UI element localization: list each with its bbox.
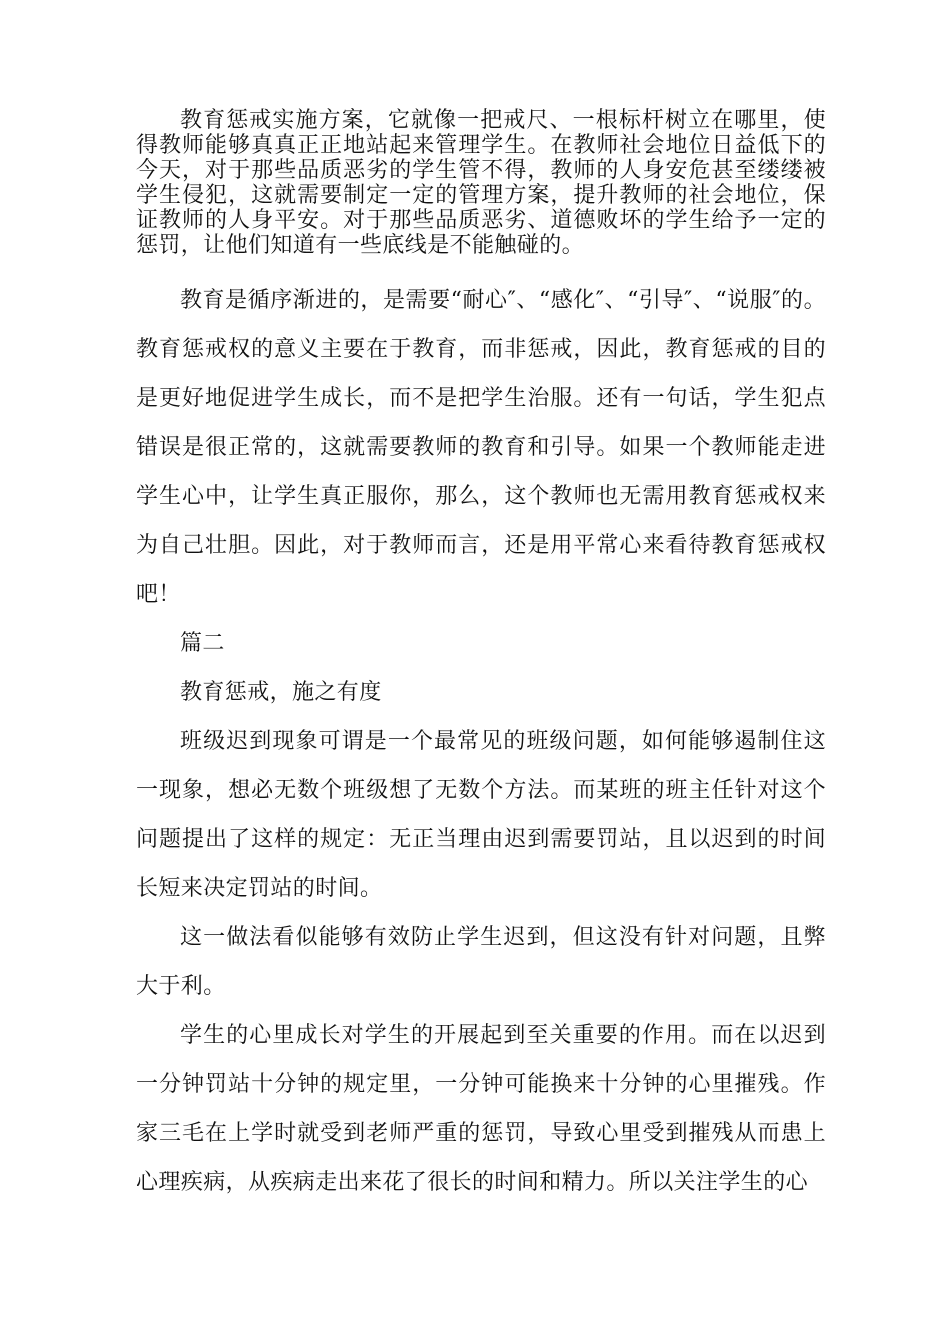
paragraph-3: 班级迟到现象可谓是一个最常见的班级问题，如何能够遏制住这一现象，想必无数个班级想了无数个方法。而某班的班主任针对这个问题提出了这样的规定：无正当理由迟到需要罚站，且以迟到的时间长短来决定罚站的时间。 [136,729,826,901]
section-label: 篇二 [180,631,225,656]
section-title: 教育惩戒，施之有度 [180,680,382,705]
paragraph-1: 教育惩戒实施方案，它就像一把戒尺、一根标杆树立在哪里，使得教师能够真真正正地站起来管理学生。在教师社会地位日益低下的今天，对于那些品质恶劣的学生管不得，教师的人身安危甚至缕缕被学生侵犯，这就需要制定一定的管理方案，提升教师的社会地位，保证教师的人身平安。对于那些品质恶劣、道德败坏的学生给予一定的惩罚，让他们知道有一些底线是不能触碰的。 [136,108,826,258]
paragraph-5: 学生的心里成长对学生的开展起到至关重要的作用。而在以迟到一分钟罚站十分钟的规定里，一分钟可能换来十分钟的心里摧残。作家三毛在上学时就受到老师严重的惩罚，导致心里受到摧残从而患上心理疾病，从疾病走出来花了很长的时间和精力。所以关注学生的心 [136,1023,826,1195]
paragraph-2: 教育是循序渐进的，是需要“耐心″、“感化″、“引导″、“说服″的。教育惩戒权的意义主要在于教育，而非惩戒，因此，教育惩戒的目的是更好地促进学生成长，而不是把学生治服。还有一句话，学生犯点错误是很正常的，这就需要教师的教育和引导。如果一个教师能走进学生心中，让学生真正服你，那么，这个教师也无需用教育惩戒权来为自己壮胆。因此，对于教师而言，还是用平常心来看待教育惩戒权吧！ [136,288,826,607]
paragraph-4: 这一做法看似能够有效防止学生迟到，但这没有针对问题，且弊大于利。 [136,925,826,999]
document-page [136,108,826,1207]
